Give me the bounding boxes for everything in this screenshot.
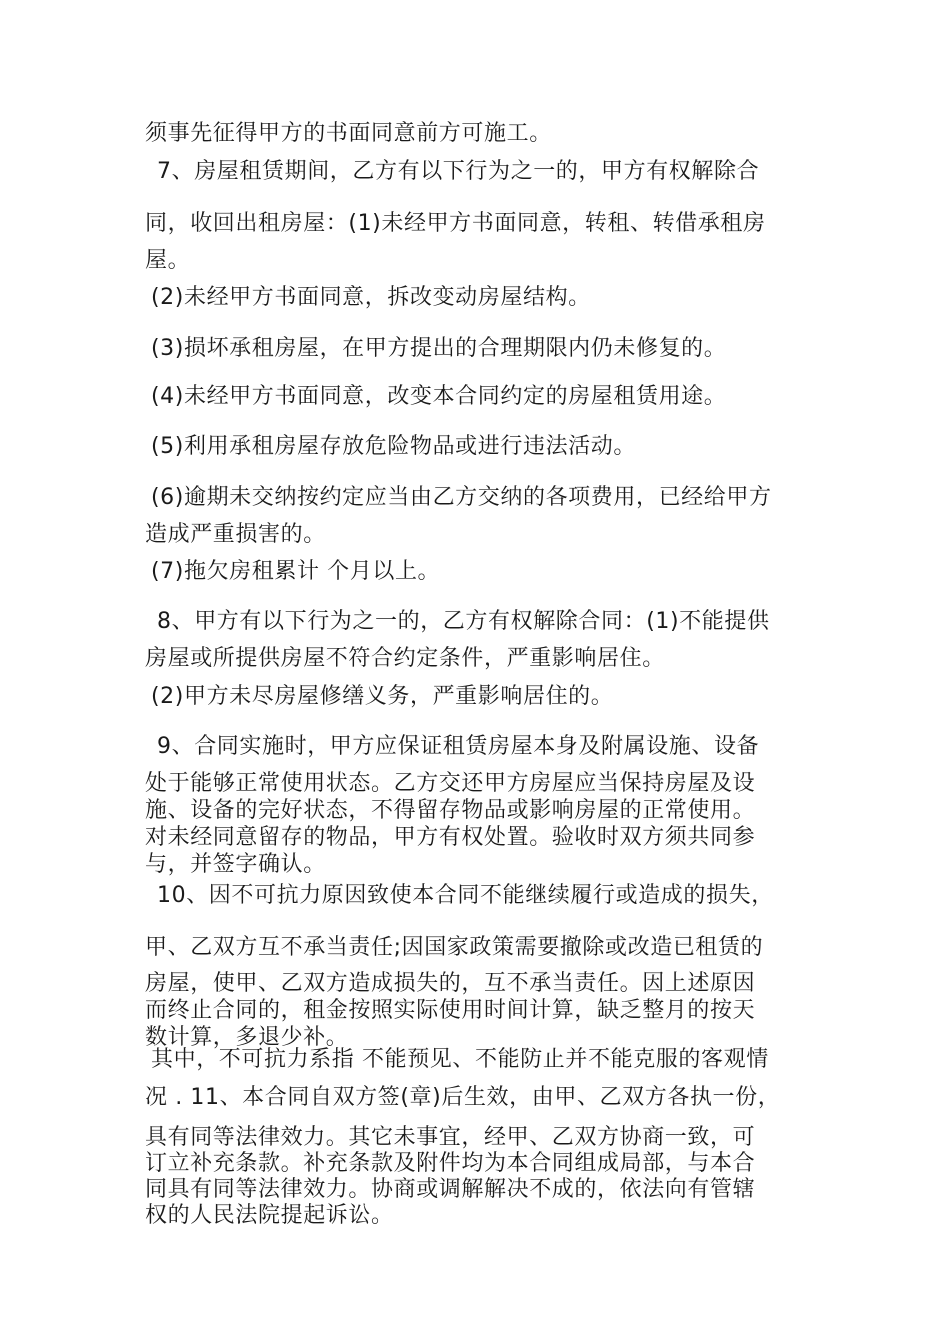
text-line: (3)损坏承租房屋，在甲方提出的合理期限内仍未修复的。	[151, 336, 727, 361]
text-line: 造成严重损害的。	[145, 522, 326, 547]
text-line: 7、房屋租赁期间，乙方有以下行为之一的，甲方有权解除合	[157, 159, 760, 184]
text-line: (4)未经甲方书面同意，改变本合同约定的房屋租赁用途。	[151, 384, 727, 409]
text-line: 同，收回出租房屋：(1)未经甲方书面同意，转租、转借承租房	[145, 211, 766, 236]
text-line: (7)拖欠房租累计 个月以上。	[151, 559, 441, 584]
text-line: 房屋或所提供房屋不符合约定条件，严重影响居住。	[145, 646, 665, 671]
text-line: 须事先征得甲方的书面同意前方可施工。	[145, 121, 552, 146]
text-line: 甲、乙双方互不承当责任;因国家政策需要撤除或改造已租赁的	[145, 935, 764, 960]
text-line: (2)未经甲方书面同意，拆改变动房屋结构。	[151, 285, 591, 310]
text-line: 施、设备的完好状态，不得留存物品或影响房屋的正常使用。	[145, 798, 756, 823]
text-line: 权的人民法院提起诉讼。	[145, 1203, 394, 1228]
text-line: 而终止合同的，租金按照实际使用时间计算，缺乏整月的按天	[145, 998, 756, 1023]
text-line: 其中，不可抗力系指 不能预见、不能防止并不能克服的客观情	[151, 1047, 769, 1072]
text-line: 房屋，使甲、乙双方造成损失的，互不承当责任。因上述原因	[145, 971, 756, 996]
text-line: 与，并签字确认。	[145, 852, 326, 877]
text-line: (2)甲方未尽房屋修缮义务，严重影响居住的。	[151, 684, 614, 709]
text-line: 8、甲方有以下行为之一的，乙方有权解除合同：(1)不能提供	[157, 609, 770, 634]
text-line: (6)逾期未交纳按约定应当由乙方交纳的各项费用，已经给甲方	[151, 485, 772, 510]
text-line: (5)利用承租房屋存放危险物品或进行违法活动。	[151, 434, 636, 459]
text-line: 数计算，多退少补。	[145, 1025, 349, 1050]
text-line: 况 . 11、本合同自双方签(章)后生效，由甲、乙双方各执一份，	[145, 1085, 781, 1110]
text-line: 屋。	[145, 248, 191, 273]
text-line: 处于能够正常使用状态。乙方交还甲方房屋应当保持房屋及设	[145, 771, 756, 796]
text-line: 9、合同实施时，甲方应保证租赁房屋本身及附属设施、设备	[157, 734, 760, 759]
text-line: 10、因不可抗力原因致使本合同不能继续履行或造成的损失，	[157, 883, 774, 908]
text-line: 同具有同等法律效力。协商或调解解决不成的，依法向有管辖	[145, 1177, 756, 1202]
text-line: 订立补充条款。补充条款及附件均为本合同组成局部，与本合	[145, 1151, 756, 1176]
text-line: 对未经同意留存的物品，甲方有权处置。验收时双方须共同参	[145, 825, 756, 850]
text-line: 具有同等法律效力。其它未事宜，经甲、乙双方协商一致，可	[145, 1125, 756, 1150]
